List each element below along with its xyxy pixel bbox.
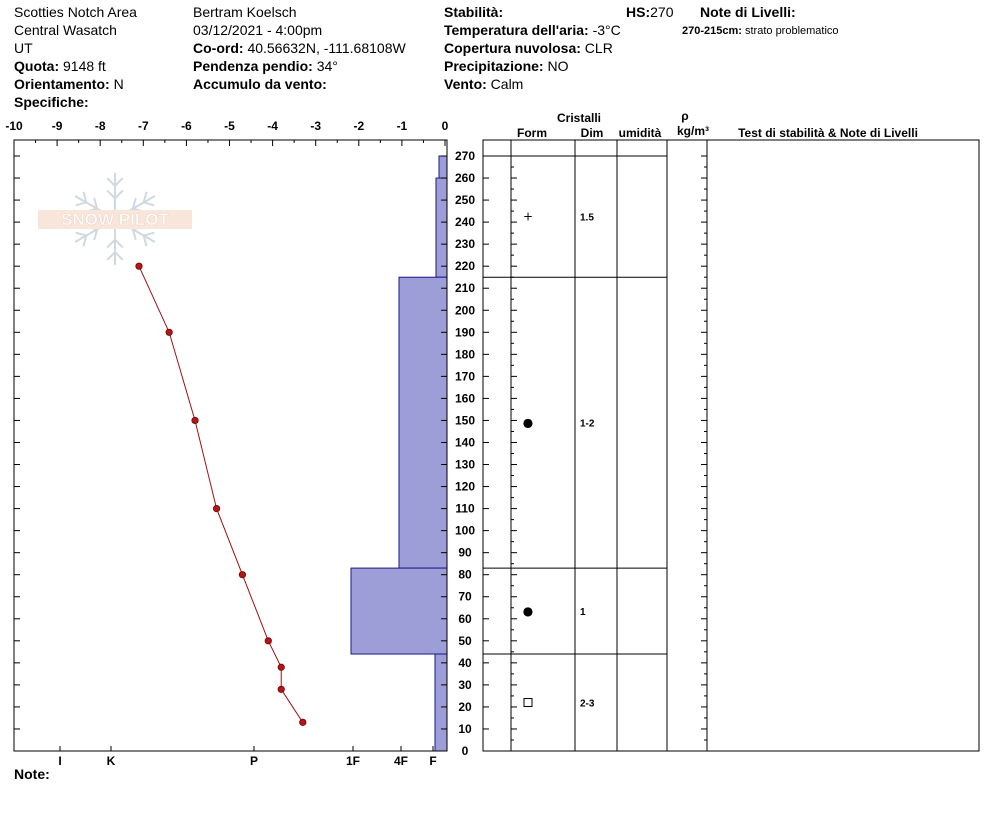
- cloud-value: CLR: [584, 40, 613, 56]
- notes-label: Note:: [14, 766, 50, 782]
- height-tick-label: 160: [454, 391, 476, 406]
- density-unit-header: kg/m³: [676, 124, 710, 138]
- cloud-label: Copertura nuvolosa:: [444, 40, 581, 56]
- hardness-label: F: [429, 754, 437, 768]
- height-tick-label: 30: [458, 677, 472, 692]
- aspect-value: N: [113, 76, 124, 92]
- observer: Bertram Koelsch: [193, 4, 297, 20]
- flake-branch: [107, 191, 115, 199]
- precip-value: NO: [547, 58, 569, 74]
- left-plot-frame: [14, 140, 447, 751]
- grain-size-value: 1.5: [580, 212, 594, 224]
- height-tick-label: 90: [458, 545, 472, 560]
- wind-value: Calm: [490, 76, 524, 92]
- height-tick-label: 50: [458, 633, 472, 648]
- flake-branch: [115, 191, 123, 199]
- temperature-point: [278, 686, 284, 692]
- hardness-label: K: [106, 754, 116, 768]
- grain-form-symbol: [524, 699, 532, 707]
- right-table-frame: [483, 140, 979, 751]
- slope-value: 34°: [316, 58, 338, 74]
- temperature-point: [166, 329, 172, 335]
- height-tick-label: 190: [454, 325, 476, 340]
- grain-form-symbol: +: [522, 209, 534, 224]
- moisture-header: umidità: [618, 126, 662, 140]
- height-tick-label: 130: [454, 457, 476, 472]
- temp-tick-label: -1: [396, 119, 408, 133]
- flake-branch: [76, 233, 87, 236]
- height-tick-label: 260: [454, 171, 476, 186]
- hs-value: 270: [650, 4, 674, 20]
- hs-label: HS:: [626, 4, 651, 20]
- flake-branch: [144, 202, 155, 205]
- coord-label: Co-ord:: [193, 40, 244, 56]
- height-tick-label: 120: [454, 479, 476, 494]
- rho-header: ρ: [681, 109, 689, 123]
- temperature-point: [239, 572, 245, 578]
- height-tick-label: 10: [458, 721, 472, 736]
- height-tick-label: 230: [454, 237, 476, 252]
- height-tick-label: 20: [458, 699, 472, 714]
- height-tick-label: 140: [454, 435, 476, 450]
- temperature-point: [278, 664, 284, 670]
- specifics-label: Specifiche:: [14, 94, 89, 110]
- flake-branch: [144, 233, 155, 236]
- temperature-point: [265, 638, 271, 644]
- air-temp-label: Temperatura dell'aria:: [444, 22, 589, 38]
- flake-branch: [107, 240, 115, 248]
- wind-load-label: Accumulo da vento:: [193, 76, 327, 92]
- flake-branch: [107, 178, 115, 186]
- temp-tick-label: -3: [310, 119, 322, 133]
- layer-notes-label: Note di Livelli:: [700, 4, 796, 20]
- datetime: 03/12/2021 - 4:00pm: [193, 22, 323, 38]
- elevation-label: Quota:: [14, 58, 60, 74]
- temperature-point: [300, 719, 306, 725]
- grain-size-value: 1-2: [580, 418, 595, 430]
- hardness-label: I: [58, 754, 62, 768]
- temp-tick-label: -9: [51, 119, 63, 133]
- layer-note-range: 270-215cm:: [682, 25, 742, 37]
- elevation-value: 9148 ft: [63, 58, 106, 74]
- temperature-point: [192, 417, 198, 423]
- height-tick-label: 70: [458, 589, 472, 604]
- flake-branch: [107, 252, 115, 260]
- flake-branch: [76, 202, 87, 205]
- height-tick-label: 80: [458, 567, 472, 582]
- crystals-header: Cristalli: [556, 111, 602, 125]
- temperature-point: [213, 505, 219, 511]
- aspect-label: Orientamento:: [14, 76, 110, 92]
- grain-form-symbol: ●: [522, 604, 534, 619]
- stability-label: Stabilità:: [444, 4, 504, 20]
- coord-value: 40.56632N, -111.68108W: [247, 40, 406, 56]
- form-header: Form: [517, 126, 547, 140]
- hardness-bar: [439, 156, 447, 178]
- air-temp-value: -3°C: [592, 22, 621, 38]
- height-tick-label: 100: [454, 523, 476, 538]
- height-tick-label: 150: [454, 413, 476, 428]
- grain-size-value: 2-3: [580, 698, 595, 710]
- height-tick-label: 200: [454, 303, 476, 318]
- slope-label: Pendenza pendio:: [193, 58, 313, 74]
- temp-tick-label: -8: [94, 119, 106, 133]
- height-tick-label: 270: [454, 149, 476, 163]
- location-range: Central Wasatch: [14, 22, 117, 38]
- temp-tick-label: -7: [137, 119, 149, 133]
- temp-tick-label: -4: [267, 119, 278, 133]
- temperature-point: [136, 263, 142, 269]
- grain-form-symbol: ●: [522, 415, 534, 430]
- hardness-bar: [435, 654, 447, 751]
- height-tick-label: 180: [454, 347, 476, 362]
- height-tick-label: 60: [458, 611, 472, 626]
- snowpilot-logo: [38, 173, 192, 265]
- flake-branch: [115, 240, 123, 248]
- layer-note-text: strato problematico: [745, 25, 839, 37]
- temp-tick-label: -6: [181, 119, 192, 133]
- height-tick-label: 220: [454, 259, 476, 274]
- notes-header: Test di stabilità & Note di Livelli: [738, 126, 918, 140]
- hardness-bar: [351, 568, 447, 654]
- precip-label: Precipitazione:: [444, 58, 544, 74]
- wind-label: Vento:: [444, 76, 487, 92]
- temp-tick-label: 0: [441, 119, 449, 133]
- hardness-label: P: [249, 754, 259, 768]
- height-tick-label: 40: [458, 655, 472, 670]
- dim-header: Dim: [580, 126, 604, 140]
- logo-text: SNOW PILOT: [61, 210, 169, 229]
- location-area: Scotties Notch Area: [14, 4, 137, 20]
- grain-size-value: 1: [580, 607, 586, 619]
- hardness-label: 1F: [345, 754, 361, 768]
- height-tick-label: 210: [454, 281, 476, 296]
- height-tick-label: 170: [454, 369, 476, 384]
- temp-tick-label: -5: [224, 119, 235, 133]
- location-state: UT: [14, 40, 33, 56]
- height-tick-label: 240: [454, 215, 476, 230]
- hardness-label: 4F: [393, 754, 409, 768]
- temp-tick-label: -10: [5, 119, 23, 133]
- height-tick-label: 0: [461, 744, 469, 758]
- flake-branch: [115, 252, 123, 260]
- temperature-line: [139, 266, 303, 722]
- flake-branch: [115, 178, 123, 186]
- height-tick-label: 250: [454, 193, 476, 208]
- height-tick-label: 110: [455, 501, 475, 516]
- temp-tick-label: -2: [353, 119, 365, 133]
- hardness-bar: [399, 277, 447, 568]
- hardness-bar: [436, 178, 447, 277]
